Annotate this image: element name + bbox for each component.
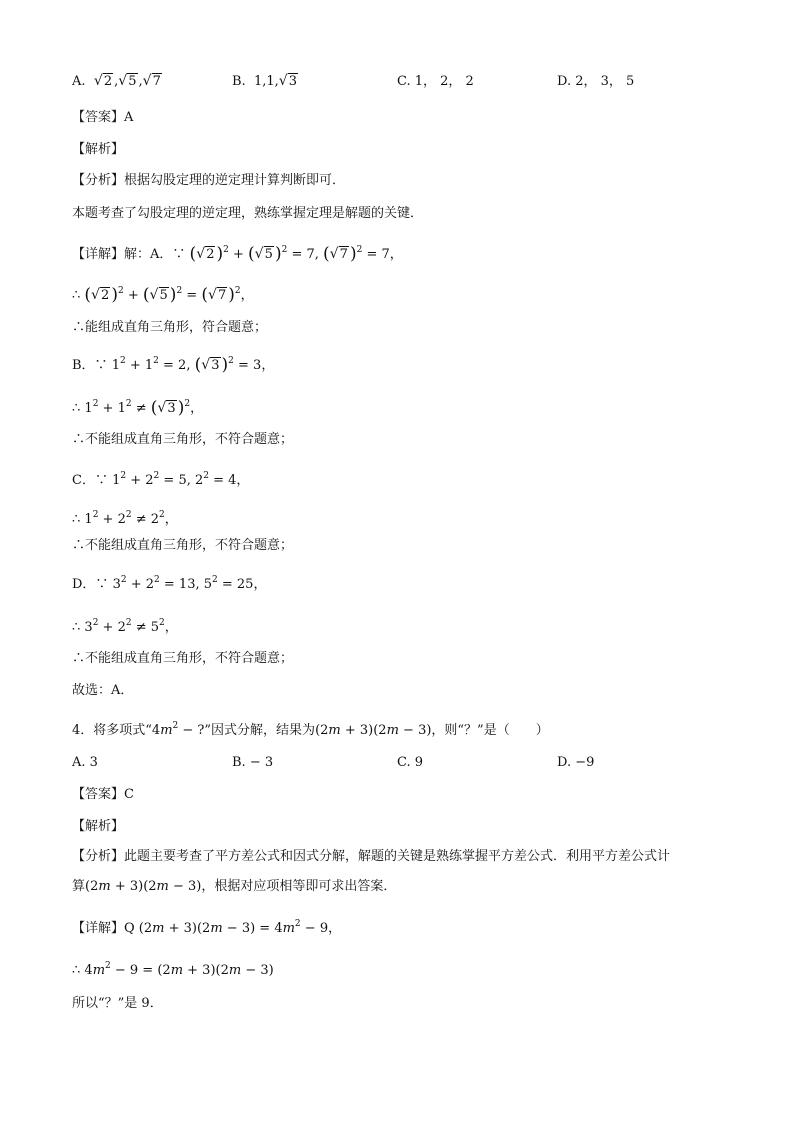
q3-final-choice: 故选：A． (72, 683, 134, 698)
q3-therefore-b (72, 394, 203, 419)
q3-therefore-a (72, 281, 254, 306)
option-a-label: A. (72, 74, 86, 89)
detail-b-math: $1^2 + 1^2 = 2$, (√ 3 )$^2$ = 3， (112, 358, 275, 373)
q3-conclusion-c: ∴不能组成直角三角形，不符合题意； (72, 538, 294, 553)
q4-analysis-heading: 【解析】 (72, 819, 125, 834)
q3-analysis-heading: 【解析】 (72, 142, 125, 157)
therefore-a-math: ∴ (√ 2 )$^2$ + (√ 5 )$^2$ = (√ 7 )$^2$， (72, 288, 254, 303)
detail-tag: 【详解】 (72, 921, 125, 936)
q4-answer (72, 785, 134, 805)
detail-tag: 【详解】 (72, 247, 125, 262)
q4-fenxi-1 (72, 847, 670, 867)
fenxi-tag: 【分析】 (72, 849, 125, 864)
q3-therefore-c (72, 505, 178, 530)
detail-d-math: $3^2 + 2^2 = 13$, $5^2 = 25$， (112, 575, 267, 592)
q3-conclusion-a: ∴能组成直角三角形，符合题意； (72, 320, 268, 335)
answer-tag: 【答案】 (72, 787, 125, 802)
q4-final: 所以“？”是 9． (72, 996, 163, 1011)
q3-detail-c (72, 466, 249, 491)
fenxi-2-math: (2m + 3)(2m − 3) (85, 879, 202, 894)
therefore-c-math: ∴ $1^2 + 2^2 \ne 2^2$， (72, 510, 178, 527)
detail-c-prefix: C．∵ (72, 473, 108, 488)
q4-therefore (72, 956, 274, 981)
q4-fenxi-2 (72, 877, 396, 897)
q3-option-d: D. 2， 3， 5 (557, 74, 635, 89)
q4-factored: (2m + 3)(2m − 3) (315, 723, 432, 738)
detail-b-prefix: B．∵ (72, 358, 108, 373)
detail-math: Q $(2m + 3)(2m - 3) = 4m^2 - 9$， (124, 919, 342, 936)
q3-answer (72, 108, 133, 128)
q3-conclusion-d: ∴不能组成直角三角形，不符合题意； (72, 651, 294, 666)
q3-detail-d (72, 570, 266, 595)
q4-stem-b: ”因式分解，结果为 (204, 723, 316, 738)
detail-a-prefix: 解：A．∵ (124, 247, 186, 262)
q4-polynomial: $4m^2$ − ? (151, 721, 205, 738)
therefore-b-math: ∴ $1^2 + 1^2$ ≠ (√ 3 )$^2$， (72, 401, 203, 416)
option-a-math: √ 2 ,√ 5 ,√ 7 (90, 74, 163, 89)
detail-a-math: (√ 2 )$^2$ + (√ 5 )$^2$ = 7, (√ 7 )$^2$ = 7 (190, 247, 390, 262)
answer-value: C (124, 787, 134, 802)
q4-stem (72, 716, 549, 741)
q4-stem-c: ，则“？”是（ ） (431, 723, 549, 738)
q3-fenxi (72, 171, 345, 191)
fenxi-2b: ，根据对应项相等即可求出答案． (201, 879, 397, 894)
fenxi-2a: 算 (72, 879, 86, 894)
q3-option-c: C. 1， 2， 2 (397, 74, 474, 89)
q3-detail-b (72, 351, 274, 376)
option-b-math: 1,1,√ 3 (250, 74, 299, 89)
answer-value: A (124, 110, 134, 125)
fenxi-tag: 【分析】 (72, 173, 125, 188)
therefore-d-math: ∴ $3^2 + 2^2 \ne 5^2$， (72, 618, 178, 635)
fenxi-text: 此题主要考查了平方差公式和因式分解，解题的关键是熟练掌握平方差公式．利用平方差公式计 (124, 849, 671, 864)
q4-option-a: A. 3 (72, 755, 98, 770)
q3-therefore-d (72, 613, 178, 638)
fenxi-text: 根据勾股定理的逆定理计算判断即可． (124, 173, 346, 188)
option-b-label: B. (232, 74, 246, 89)
answer-tag: 【答案】 (72, 110, 125, 125)
q4-stem-a: 4．将多项式“ (72, 723, 152, 738)
detail-c-math: $1^2 + 2^2 = 5$, $2^2 = 4$， (112, 471, 250, 488)
detail-a-end: ， (389, 247, 403, 262)
q4-detail (72, 914, 341, 939)
q3-option-b (232, 72, 299, 92)
q3-conclusion-b: ∴不能组成直角三角形，不符合题意； (72, 432, 294, 447)
therefore-math: ∴ $4m^2 - 9 = (2m + 3)(2m - 3)$ (72, 961, 274, 978)
q4-option-b: B. − 3 (232, 755, 274, 770)
q4-option-c: C. 9 (397, 755, 424, 770)
detail-d-prefix: D．∵ (72, 577, 109, 592)
q4-option-d: D. −9 (557, 755, 595, 770)
q3-detail-a (72, 240, 403, 265)
q3-summary: 本题考查了勾股定理的逆定理，熟练掌握定理是解题的关键． (72, 206, 424, 221)
q3-option-a (72, 72, 163, 92)
